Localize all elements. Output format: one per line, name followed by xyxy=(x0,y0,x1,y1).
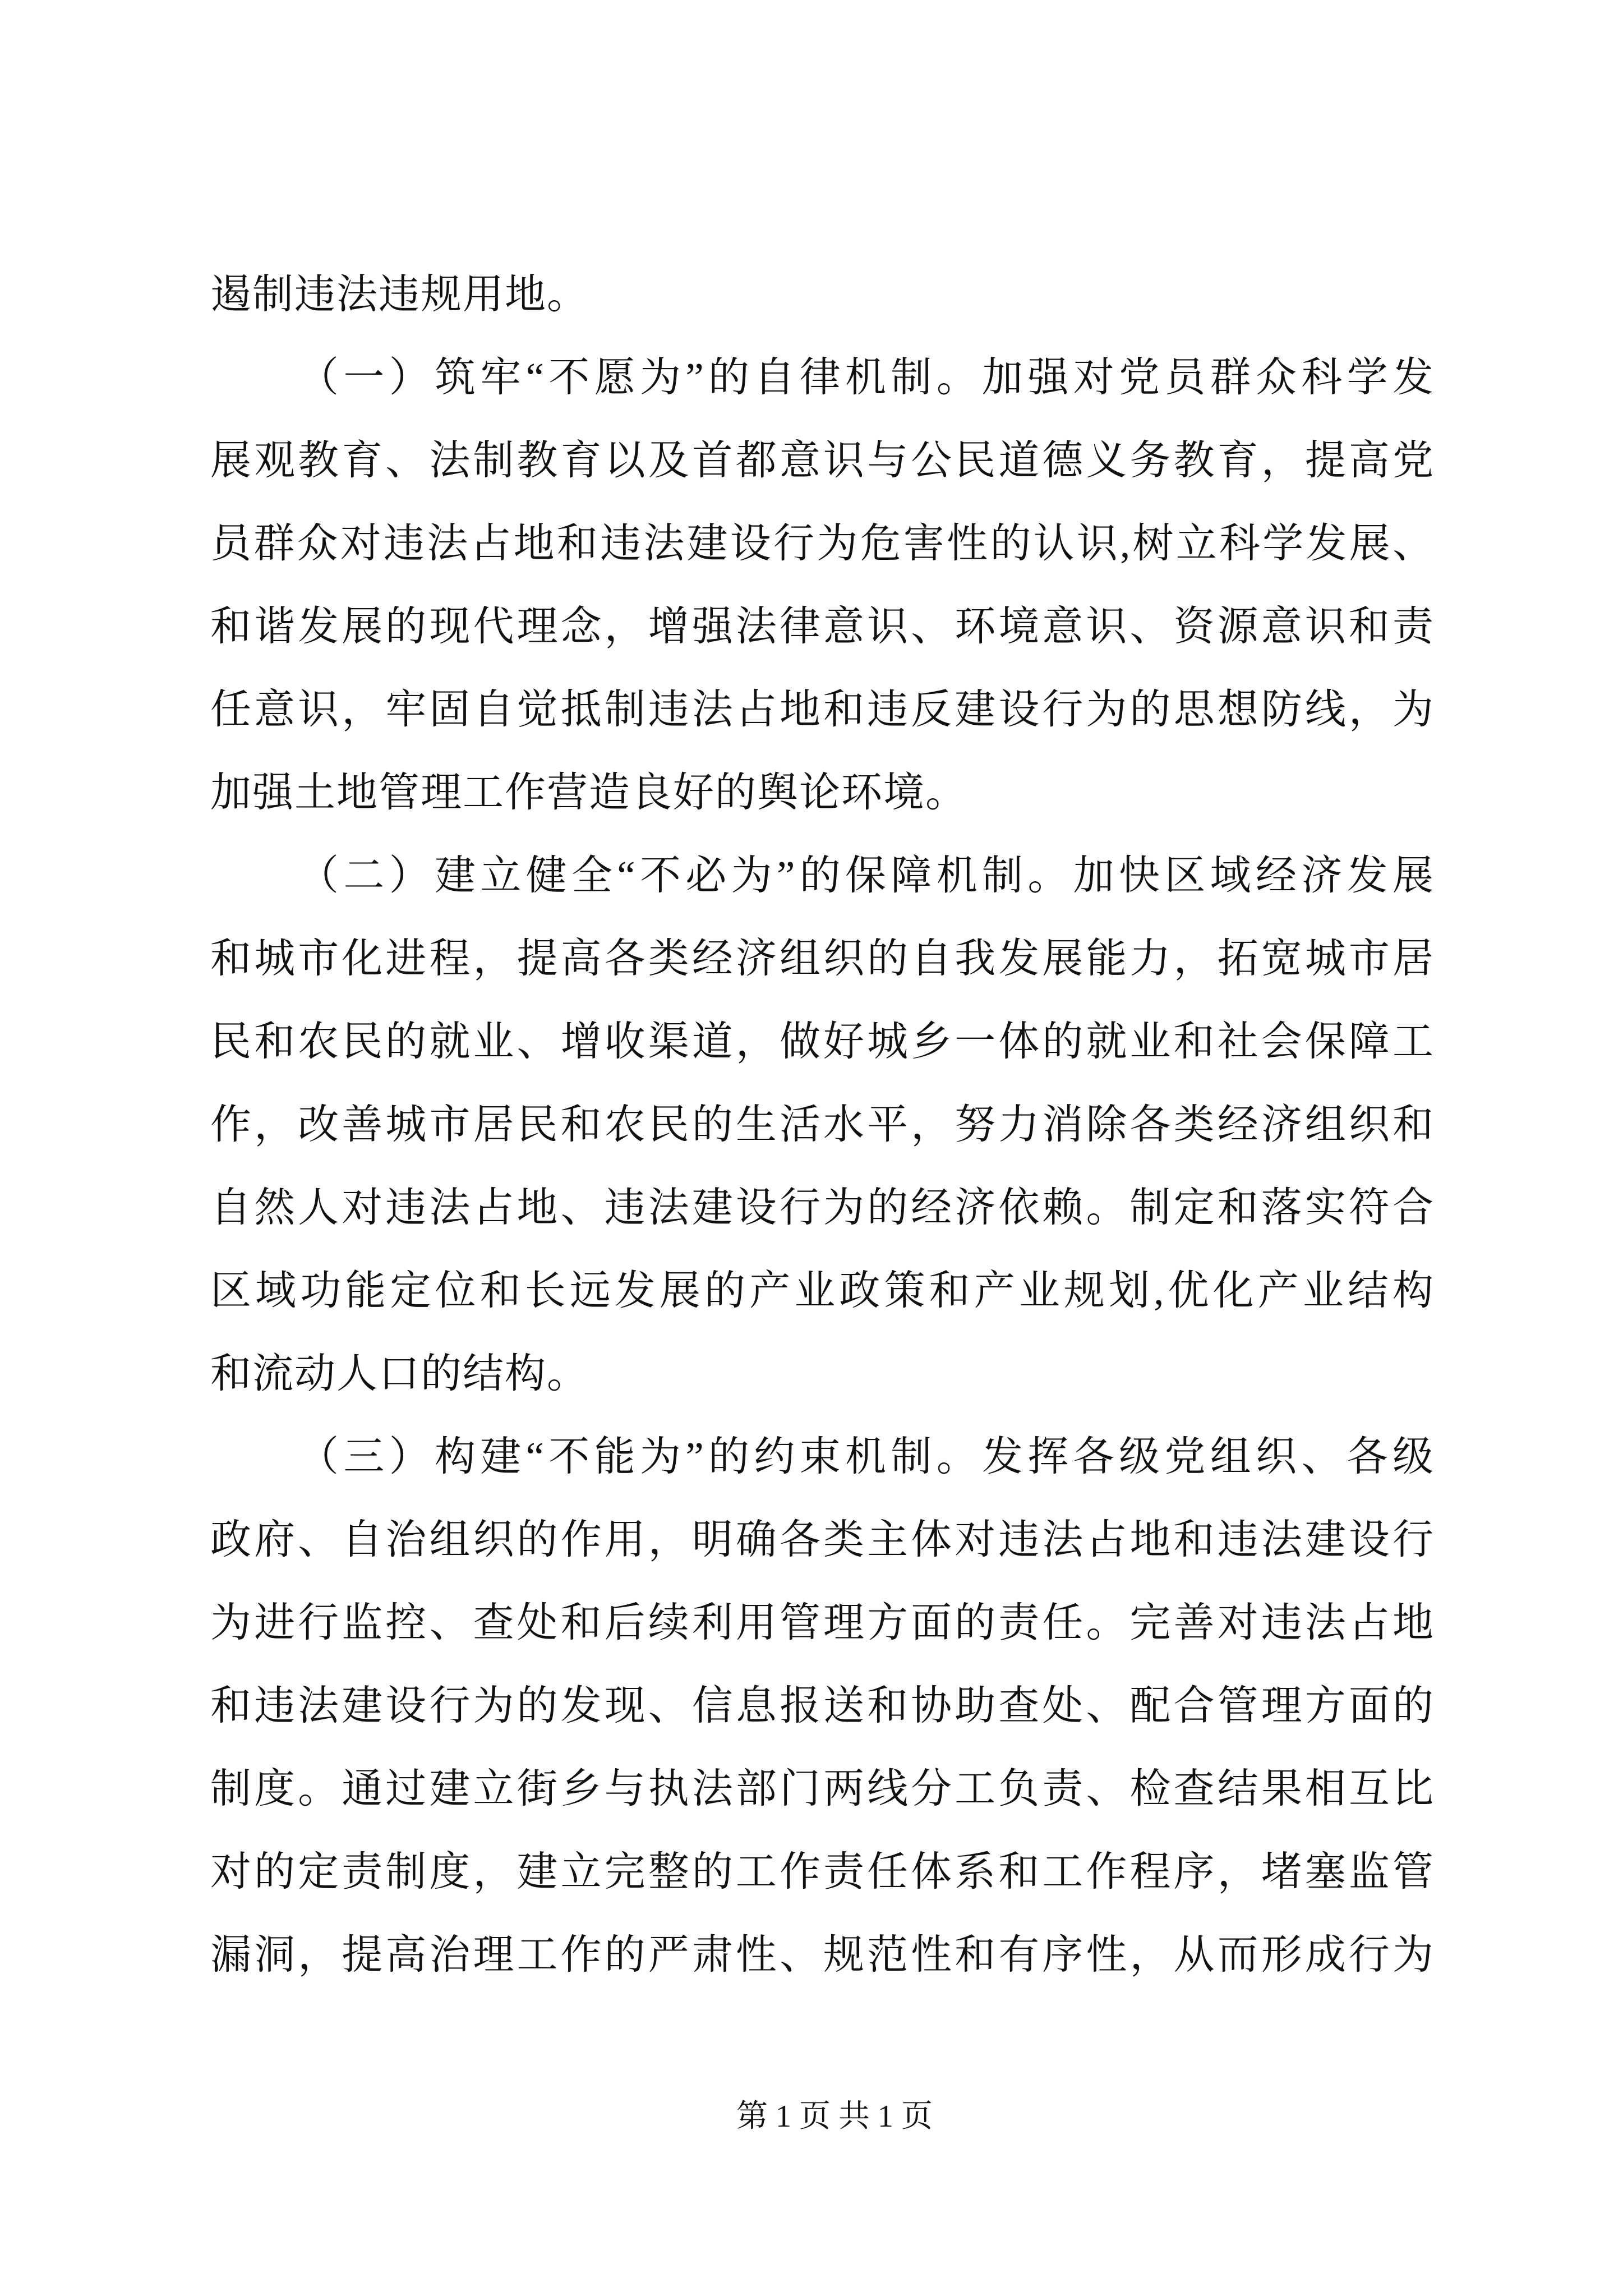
text-line: 自然人对违法占地、违法建设行为的经济依赖。制定和落实符合 xyxy=(210,1185,1435,1230)
text-line: 员群众对违法占地和违法建设行为危害性的认识,树立科学发展、 xyxy=(210,521,1435,566)
text-line: 政府、自治组织的作用，明确各类主体对违法占地和违法建设行 xyxy=(210,1517,1435,1562)
text-line: （一）筑牢“不愿为”的自律机制。加强对党员群众科学发 xyxy=(298,355,1435,400)
text-line: 和流动人口的结构。 xyxy=(210,1351,589,1396)
text-line: 任意识，牢固自觉抵制违法占地和违反建设行为的思想防线，为 xyxy=(210,687,1435,732)
text-line: 作，改善城市居民和农民的生活水平，努力消除各类经济组织和 xyxy=(210,1102,1435,1147)
text-line: （二）建立健全“不必为”的保障机制。加快区域经济发展 xyxy=(298,853,1435,898)
paragraph-1 xyxy=(210,336,1435,834)
text-line: （三）构建“不能为”的约束机制。发挥各级党组织、各级 xyxy=(298,1434,1435,1479)
text-line: 区域功能定位和长远发展的产业政策和产业规划,优化产业结构 xyxy=(210,1268,1435,1313)
paragraph-3 xyxy=(210,1415,1435,1996)
text-line: 民和农民的就业、增收渠道，做好城乡一体的就业和社会保障工 xyxy=(210,1019,1435,1064)
text-line: 加强土地管理工作营造良好的舆论环境。 xyxy=(210,770,967,815)
text-line: 制度。通过建立街乡与执法部门两线分工负责、检查结果相互比 xyxy=(210,1766,1435,1811)
paragraph-continued xyxy=(210,253,1435,336)
text-line: 漏洞，提高治理工作的严肃性、规范性和有序性，从而形成行为 xyxy=(210,1932,1435,1977)
page-footer: 第 1 页 共 1 页 xyxy=(736,2099,933,2134)
text-line: 和违法建设行为的发现、信息报送和协助查处、配合管理方面的 xyxy=(210,1683,1435,1728)
document-body xyxy=(210,253,1435,1996)
text-line: 为进行监控、查处和后续利用管理方面的责任。完善对违法占地 xyxy=(210,1600,1435,1645)
text-line: 遏制违法违规用地。 xyxy=(210,272,589,317)
text-line: 和城市化进程，提高各类经济组织的自我发展能力，拓宽城市居 xyxy=(210,936,1435,981)
text-line: 对的定责制度，建立完整的工作责任体系和工作程序，堵塞监管 xyxy=(210,1849,1435,1894)
text-line: 和谐发展的现代理念，增强法律意识、环境意识、资源意识和责 xyxy=(210,604,1435,649)
paragraph-2 xyxy=(210,834,1435,1415)
text-line: 展观教育、法制教育以及首都意识与公民道德义务教育，提高党 xyxy=(210,438,1435,483)
